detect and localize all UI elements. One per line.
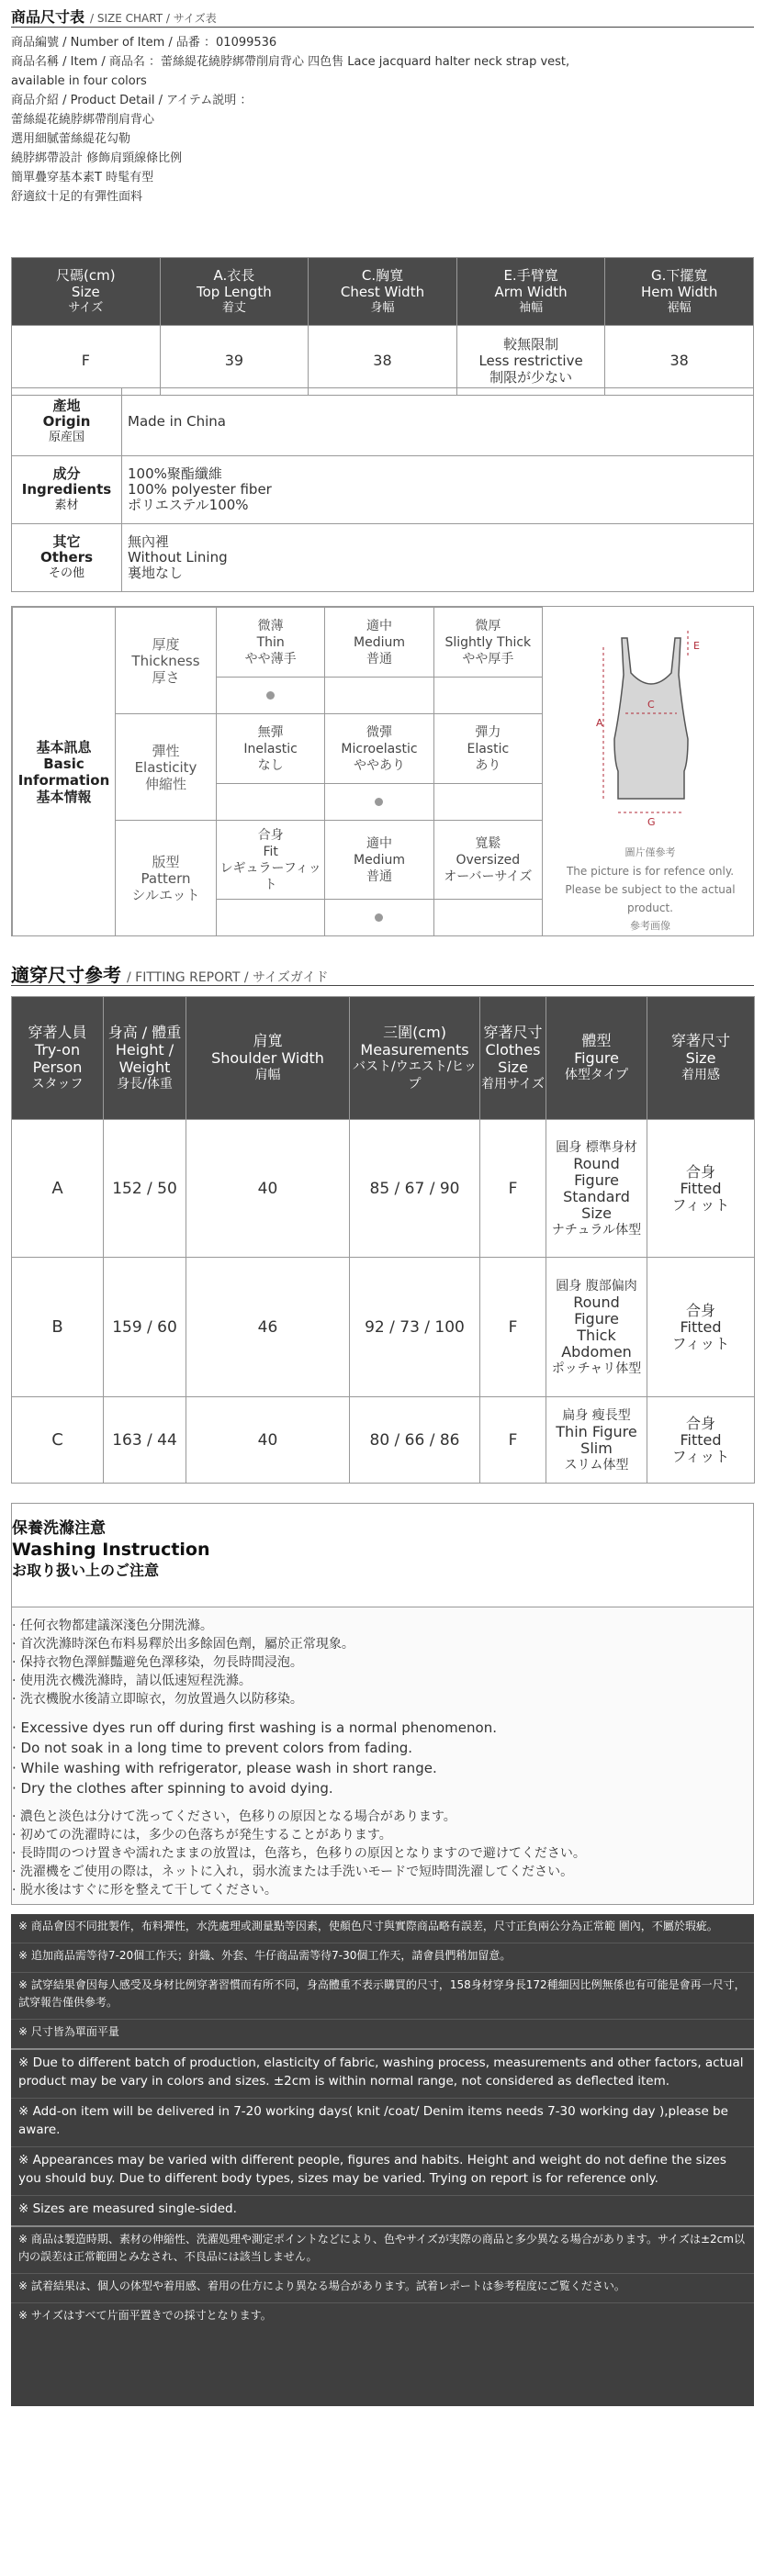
others-row xyxy=(12,524,754,592)
garment-diagram xyxy=(550,610,750,932)
fitting-report-table xyxy=(11,996,755,1484)
origin-key: 產地 Origin 原産国 xyxy=(12,388,122,456)
size-chart-table xyxy=(11,257,754,396)
washing-line: · While washing with refrigerator, please wash in short range. xyxy=(12,1760,437,1776)
product-detail-line: 蕾絲緹花繞脖綁帶削肩背心 xyxy=(11,113,155,127)
size-chart-header xyxy=(11,6,754,28)
origin-row xyxy=(12,388,754,456)
product-detail-label: 商品介紹 / Product Detail / アイテム説明 ： xyxy=(11,94,253,107)
shoulder-width-header: 肩寬 Shoulder Width 肩幅 xyxy=(186,997,350,1120)
washing-line: · 濃色と淡色は分けて洗ってください，色移りの原因となる場合があります。 xyxy=(12,1809,456,1824)
fit-b: 合身 Fitted フィット xyxy=(647,1258,755,1397)
shoulder-b: 46 xyxy=(186,1258,350,1397)
top-length-value: 39 xyxy=(160,326,309,396)
pattern-option-fit: 合身 Fit レギュラーフィット xyxy=(217,821,325,900)
hem-width-header: G.下擺寬 Hem Width 裾幅 xyxy=(605,258,754,326)
fitting-row xyxy=(12,1258,755,1397)
washing-line: · 脱水後はすぐに形を整えて干してください。 xyxy=(12,1883,277,1898)
height-weight-header: 身高 / 體重 Height / Weight 身長/体重 xyxy=(104,997,186,1120)
washing-line: · 長時間のつけ置きや濡れたままの放置は，色落ち，色移りの原因となりますので避けてください。 xyxy=(12,1846,586,1861)
measurements-a: 85 / 67 / 90 xyxy=(350,1120,480,1258)
ingredients-row xyxy=(12,456,754,524)
fit-header: 穿著尺寸 Size 着用感 xyxy=(647,997,755,1120)
thickness-option-medium: 適中 Medium 普通 xyxy=(325,608,433,678)
person-a: A xyxy=(12,1120,104,1258)
others-value: 無內裡 Without Lining 裏地なし xyxy=(122,524,754,592)
washing-line: · Excessive dyes run off during first washing is a normal phenomenon. xyxy=(12,1719,497,1736)
note-item: ※ 尺寸皆為單面平量 xyxy=(18,2025,119,2038)
thickness-option-thin: 微薄 Thin やや薄手 xyxy=(217,608,325,678)
fitting-header-row xyxy=(12,997,755,1120)
washing-line: · 保持衣物色澤鮮豔避免色澤移染，勿長時間浸泡。 xyxy=(12,1655,303,1670)
basic-information-table xyxy=(12,607,543,936)
washing-instruction-list xyxy=(11,1607,754,1905)
note-item: ※ サイズはすべて片面平置きでの採寸となります。 xyxy=(18,2309,272,2322)
elasticity-option-inelastic: 無彈 Inelastic なし xyxy=(217,714,325,784)
notes-panel xyxy=(11,1914,754,2406)
size-chart-subtitle: / SIZE CHART / サイズ表 xyxy=(90,12,217,25)
arm-width-header: E.手臂寬 Arm Width 袖幅 xyxy=(456,258,605,326)
size-chart-header-row xyxy=(12,258,754,326)
figure-b: 圓身 腹部偏肉 Round Figure Thick Abdomen ポッチャリ体型 xyxy=(546,1258,647,1397)
note-item: ※ Add-on item will be delivered in 7-20 working days( knit /coat/ Denim items needs 7-30 working day ),please be aware. xyxy=(11,2099,754,2147)
product-detail-line: 簡單疊穿基本素T 時髦有型 xyxy=(11,171,154,185)
product-detail-line: 繞脖綁帶設計 修飾肩頸線條比例 xyxy=(11,151,183,165)
figure-header: 體型 Figure 体型タイプ xyxy=(546,997,647,1120)
washing-title-ja: お取り扱い上のご注意 xyxy=(12,1562,160,1579)
height-weight-c: 163 / 44 xyxy=(104,1397,186,1484)
size-value: F xyxy=(12,326,161,396)
elasticity-label: 彈性 Elasticity 伸縮性 xyxy=(116,714,217,821)
fitting-report-title: 適穿尺寸參考 xyxy=(11,964,121,986)
fitting-row xyxy=(12,1397,755,1484)
pattern-option-medium: 適中 Medium 普通 xyxy=(325,821,433,900)
fitting-report-subtitle: / FITTING REPORT / サイズガイド xyxy=(127,970,329,985)
person-c: C xyxy=(12,1397,104,1484)
chest-width-header: C.胸寬 Chest Width 身幅 xyxy=(309,258,457,326)
elasticity-option-microelastic: 微彈 Microelastic ややあり xyxy=(325,714,433,784)
basic-information-panel xyxy=(11,606,754,936)
thickness-label: 厚度 Thickness 厚さ xyxy=(116,608,217,714)
fit-c: 合身 Fitted フィット xyxy=(647,1397,755,1484)
letter-e: E xyxy=(693,640,700,652)
washing-line: · 初めての洗濯時には，多少の色落ちが発生することがあります。 xyxy=(12,1828,392,1842)
thickness-selected-dot xyxy=(266,691,275,700)
note-item: ※ 試着結果は、個人の体型や着用感、着用の仕方により異なる場合があります。試着レポートは参考程度にご覧ください。 xyxy=(11,2274,754,2303)
person-b: B xyxy=(12,1258,104,1397)
elasticity-selected-dot xyxy=(375,798,383,806)
size-header: 尺碼(cm) Size サイズ xyxy=(12,258,161,326)
product-meta-table xyxy=(11,387,754,592)
washing-line: · Do not soak in a long time to prevent colors from fading. xyxy=(12,1740,413,1756)
letter-g: G xyxy=(647,816,656,828)
product-detail-line: 選用細膩蕾絲緹花勾勒 xyxy=(11,132,131,146)
size-chart-row xyxy=(12,326,754,396)
hem-width-value: 38 xyxy=(605,326,754,396)
arm-width-value: 較無限制 Less restrictive 制限が少ない xyxy=(456,326,605,396)
fit-a: 合身 Fitted フィット xyxy=(647,1120,755,1258)
note-item: ※ 商品は製造時期、素材の伸縮性、洗濯処理や測定ポイントなどにより、色やサイズが実際の商品と多少異なる場合があります。サイズは±2cm以内の誤差は正常範囲とみなされ、不良品には該当しません。 xyxy=(11,2227,754,2274)
size-c: F xyxy=(480,1397,546,1484)
height-weight-a: 152 / 50 xyxy=(104,1120,186,1258)
washing-instruction-header xyxy=(11,1503,754,1607)
others-key: 其它 Others その他 xyxy=(12,524,122,592)
washing-line: · 首次洗滌時深色布料易釋於出多餘固色劑，屬於正常現象。 xyxy=(12,1637,354,1652)
clothes-size-header: 穿著尺寸 Clothes Size 着用サイズ xyxy=(480,997,546,1120)
note-item: ※ 追加商品需等待7-20個工作天；針織、外套、牛仔商品需等待7-30個工作天，請會員們稍加留意。 xyxy=(11,1943,754,1973)
measurements-b: 92 / 73 / 100 xyxy=(350,1258,480,1397)
note-item: ※ 商品會因不同批製作，布料彈性，水洗處理或測量點等因素，使顏色尺寸與實際商品略有誤差，尺寸正負兩公分為正常範 圍內，不屬於瑕疵。 xyxy=(11,1914,754,1943)
washing-title-zh: 保養洗滌注意 xyxy=(12,1519,106,1538)
note-item: ※ Appearances may be varied with different people, figures and habits. Height and weight do not define the sizes you should buy. Due to different body types, sizes may be varied. Trying on report is for reference only. xyxy=(11,2147,754,2196)
elasticity-option-elastic: 彈力 Elastic あり xyxy=(433,714,542,784)
note-item: ※ 試穿結果會因每人感受及身材比例穿著習慣而有所不同，身高體重不表示購買的尺寸，158身材穿身長172種細因比例無係也有可能是會再一尺寸，試穿報告僅供參考。 xyxy=(11,1973,754,2020)
item-number: 商品編號 / Number of Item / 品番 ：01099536 xyxy=(11,36,277,50)
item-name-line-2: available in four colors xyxy=(11,74,147,88)
chest-width-value: 38 xyxy=(309,326,457,396)
shoulder-c: 40 xyxy=(186,1397,350,1484)
washing-line: · 洗濯機をご使用の際は，ネットに入れ，弱水流または手洗いモードで短時間洗濯してください。 xyxy=(12,1865,574,1879)
pattern-option-oversized: 寬鬆 Oversized オーバーサイズ xyxy=(433,821,542,900)
tank-top-shape xyxy=(614,638,688,799)
tank-top-illustration xyxy=(550,610,750,840)
product-detail-line: 舒適紋十足的有彈性面料 xyxy=(11,190,143,204)
fitting-report-header xyxy=(11,960,754,986)
ingredients-key: 成分 Ingredients 素材 xyxy=(12,456,122,524)
pattern-label: 版型 Pattern シルエット xyxy=(116,821,217,936)
thickness-option-thick: 微厚 Slightly Thick やや厚手 xyxy=(433,608,542,678)
origin-value: Made in China xyxy=(122,388,754,456)
size-a: F xyxy=(480,1120,546,1258)
height-weight-b: 159 / 60 xyxy=(104,1258,186,1397)
washing-line: · 任何衣物都建議深淺色分開洗滌。 xyxy=(12,1618,213,1633)
washing-line: · Dry the clothes after spinning to avoid dying. xyxy=(12,1780,333,1797)
letter-a: A xyxy=(596,717,603,729)
pattern-selected-dot xyxy=(375,913,383,922)
ingredients-value: 100%聚酯纖維 100% polyester fiber ポリエステル100% xyxy=(122,456,754,524)
product-info xyxy=(11,33,754,207)
note-item: ※ Due to different batch of production, elasticity of fabric, washing process, measurements and other factors, actual product may be vary in colors and sizes. ±2cm is within normal range, not considered as deflected item. xyxy=(11,2050,754,2099)
shoulder-a: 40 xyxy=(186,1120,350,1258)
figure-c: 扁身 瘦長型 Thin Figure Slim スリム体型 xyxy=(546,1397,647,1484)
try-on-person-header: 穿著人員 Try-on Person スタッフ xyxy=(12,997,104,1120)
measurements-header: 三圍(cm) Measurements バスト/ウエスト/ヒップ xyxy=(350,997,480,1120)
size-chart-title: 商品尺寸表 xyxy=(11,8,85,26)
basic-information-label: 基本訊息 Basic Information 基本情報 xyxy=(13,608,116,936)
notes-zh xyxy=(11,1914,754,2050)
letter-c: C xyxy=(647,699,655,711)
note-item: ※ Sizes are measured single-sided. xyxy=(18,2201,237,2216)
washing-title-en: Washing Instruction xyxy=(12,1540,210,1560)
item-name-line-1: 商品名稱 / Item / 商品名 ：蕾絲緹花繞脖綁帶削肩背心 四色售 Lace jacquard halter neck strap vest, xyxy=(11,55,570,69)
top-length-header: A.衣長 Top Length 着丈 xyxy=(160,258,309,326)
measurements-c: 80 / 66 / 86 xyxy=(350,1397,480,1484)
fitting-row xyxy=(12,1120,755,1258)
washing-line: · 使用洗衣機洗滌時，請以低速短程洗滌。 xyxy=(12,1674,252,1688)
figure-caption: 圖片僅參考 The picture is for refence only. Please be subject to the actual product. 參考画像 xyxy=(565,846,736,932)
notes-en xyxy=(11,2050,754,2227)
figure-a: 圓身 標準身材 Round Figure Standard Size ナチュラル体型 xyxy=(546,1120,647,1258)
washing-line: · 洗衣機脫水後請立即晾衣，勿放置過久以防移染。 xyxy=(12,1692,303,1707)
size-b: F xyxy=(480,1258,546,1397)
notes-ja xyxy=(11,2227,754,2332)
